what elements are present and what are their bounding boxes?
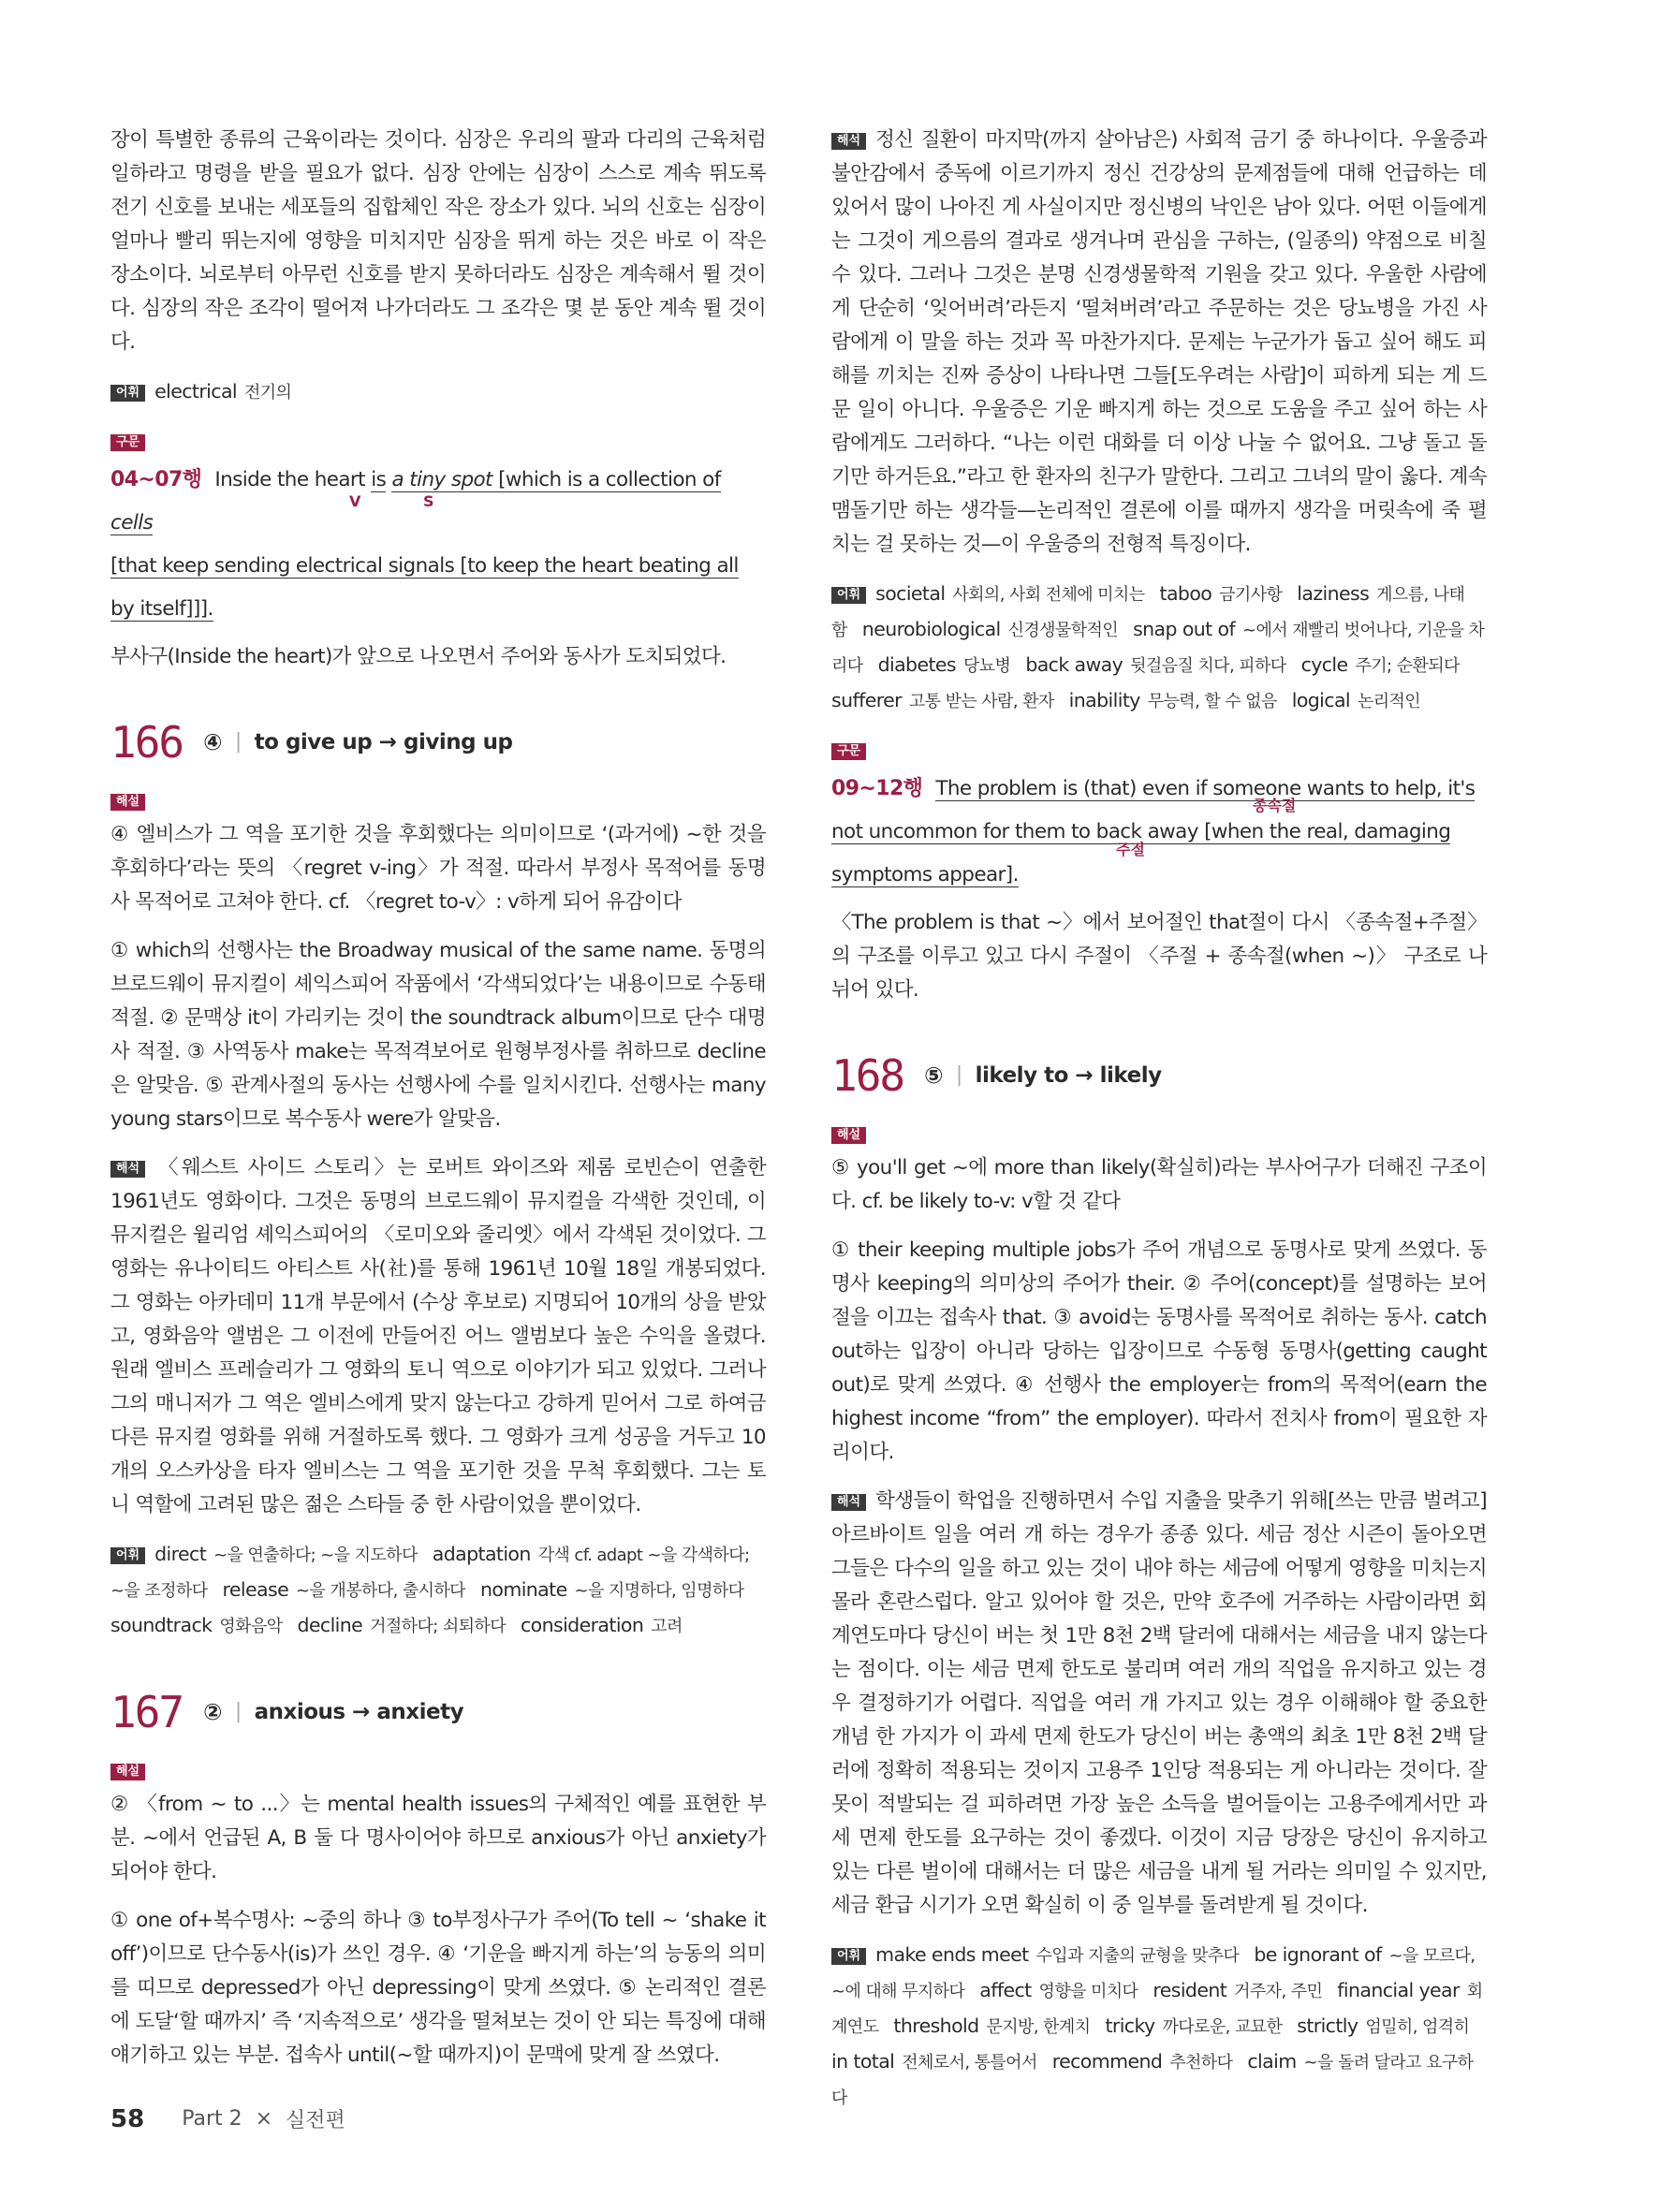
vocab-meaning: 거절하다; 쇠퇴하다 bbox=[370, 1617, 506, 1636]
vocab-word: logical bbox=[1291, 689, 1351, 711]
vocab-word: financial year bbox=[1337, 1979, 1460, 2001]
explanation-main: ④ 엘비스가 그 역을 포기한 것을 후회했다는 의미이므로 ‘(과거에) ~한 것을 후회하다’라는 뜻의 〈regret v-ing〉가 적절. 따라서 부정사 목적어를 동명사 목적어로 고쳐야 한다. cf. 〈regret to-v〉: v하게 되어 유감이다 bbox=[110, 823, 766, 914]
explanation-badge: 해설 bbox=[110, 794, 145, 811]
vocab-block bbox=[110, 1537, 766, 1644]
vocab-word: laziness bbox=[1297, 582, 1370, 605]
question-title: likely to → likely bbox=[975, 1063, 1162, 1088]
vocab-meaning: 영향을 미치다 bbox=[1038, 1982, 1138, 2001]
explanation-main: ⑤ you'll get ~에 more than likely(확실히)라는 부사어구가 더해진 구조이다. cf. be likely to-v: v할 것 같다 bbox=[831, 1156, 1487, 1213]
syntax-note: 〈The problem is that ~〉에서 보어절인 that절이 다시 〈종속절+주절〉의 구조를 이루고 있고 다시 주절이 〈주절 + 종속절(when ~)〉 구조로 나뉘어 있다. bbox=[831, 911, 1487, 1002]
vocab-word: back away bbox=[1025, 653, 1123, 676]
vocab-block bbox=[831, 1938, 1487, 2116]
vocab-meaning: 신경생물학적인 bbox=[1007, 621, 1119, 640]
translation-text: 〈웨스트 사이드 스토리〉는 로버트 와이즈와 제롬 로빈슨이 연출한 1961년도 영화이다. 그것은 동명의 브로드웨이 뮤지컬을 각색한 것인데, 이 뮤지컬은 윌리엄 셰익스피어의 〈로미오와 줄리엣〉에서 각색된 것이었다. 그 영화는 유나이티드 아티스트 사(社)를 통해 1961년 10월 18일 개봉되었다. 그 영화는 아카데미 11개 부문에서 (수상 후보로) 지명되어 10개의 상을 받았고, 영화음악 앨범은 그 이전에 만들어진 어느 앨범보다 높은 수익을 올렸다. 원래 엘비스 프레슬리가 그 영화의 토니 역으로 이야기가 되고 있었다. 그러나 그의 매니저가 그 역은 엘비스에게 맞지 않는다고 강하게 믿어서 그로 하여금 다른 뮤지컬 영화를 위해 거절하도록 했다. 그 영화가 크게 성공을 거두고 10개의 오스카상을 타자 엘비스는 그 역을 포기한 것을 무척 후회했다. 그는 토니 역할에 고려된 많은 젊은 스타들 중 한 사람이었을 뿐이었다. bbox=[110, 1156, 766, 1516]
question-header-167 bbox=[110, 1679, 766, 1745]
syntax-subject: a tiny spot bbox=[391, 468, 492, 491]
syntax-block bbox=[110, 425, 766, 674]
vocab-word: neurobiological bbox=[861, 618, 1001, 640]
vocab-meaning: 까다로운, 교묘한 bbox=[1162, 2017, 1283, 2037]
part-label: Part 2 bbox=[182, 2107, 242, 2131]
vocab-meaning: 전체로서, 통틀어서 bbox=[902, 2053, 1037, 2073]
question-header-166 bbox=[110, 710, 766, 775]
vocab-meaning: 전기의 bbox=[243, 383, 292, 403]
translation-text: 학생들이 학업을 진행하면서 수입 지출을 맞추기 위해[쓰는 만큼 벌려고] 아르바이트 일을 여러 개 하는 경우가 종종 있다. 세금 정산 시즌이 돌아오면 그들은 다수의 일을 하고 있는 것이 내야 하는 세금에 어떻게 영향을 미치는지 몰라 혼란스럽다. 알고 있어야 할 것은, 만약 호주에 거주하는 사람이라면 회계연도마다 당신이 버는 첫 1만 8천 2백 달러에 대해서는 세금을 내지 않는다는 점이다. 이는 세금 면제 한도로 불리며 여러 개의 직업을 유지하고 있는 경우 결정하기가 어렵다. 직업을 여러 개 가지고 있는 경우 이해해야 할 중요한 개념 한 가지가 이 과세 면제 한도가 당신이 버는 총액의 최초 1만 8천 2백 달러에 정확히 적용되는 것이지 고용주 1인당 적용되는 게 아니라는 것이다. 잘못이 적발되는 걸 피하려면 가장 높은 소득을 벌어들이는 고용주에게서만 과세 면제 한도를 요구하는 것이 좋겠다. 이것이 지금 당장은 당신이 유지하고 있는 다른 벌이에 대해서는 더 많은 세금을 내게 될 거라는 의미일 수 있지만, 세금 환급 시기가 오면 확실히 이 중 일부를 돌려받게 될 것이다. bbox=[831, 1489, 1487, 1917]
vocab-meaning: 수입과 지출의 균형을 맞추다 bbox=[1035, 1946, 1240, 1966]
lines-reference: 04~07행 bbox=[110, 468, 202, 491]
vocab-word: consideration bbox=[521, 1614, 644, 1636]
divider-bar: | bbox=[955, 1063, 962, 1087]
vocab-word: tricky bbox=[1105, 2014, 1155, 2037]
translation-paragraph bbox=[831, 1485, 1487, 1923]
vocab-meaning: ~을 지명하다, 임명하다 bbox=[574, 1581, 744, 1601]
vocab-word: diabetes bbox=[877, 653, 957, 676]
vocab-word: claim bbox=[1247, 2050, 1297, 2073]
subject-mark: S bbox=[423, 492, 434, 510]
vocab-meaning: 사회의, 사회 전체에 미치는 bbox=[952, 585, 1145, 605]
explanation-badge: 해설 bbox=[831, 1127, 866, 1144]
vocab-word: decline bbox=[297, 1614, 363, 1636]
vocab-meaning: 고려 bbox=[651, 1617, 683, 1636]
page-footer bbox=[110, 2104, 345, 2133]
vocab-word: make ends meet bbox=[875, 1943, 1029, 1966]
answer-mark: ⑤ bbox=[924, 1062, 943, 1089]
intro-paragraph: 장이 특별한 종류의 근육이라는 것이다. 심장은 우리의 팔과 다리의 근육처럼 일하라고 명령을 받을 필요가 없다. 심장 안에는 심장이 스스로 계속 뛰도록 전기 신호를 보내는 세포들의 집합체인 작은 장소가 있다. 뇌의 신호는 심장이 얼마나 빨리 뛰는지에 영향을 미치지만 심장을 뛰게 하는 것은 바로 이 작은 장소이다. 뇌로부터 아무런 신호를 받지 못하더라도 심장은 계속해서 뛸 것이다. 심장의 작은 조각이 떨어져 나가더라도 그 조각은 몇 분 동안 계속 뛸 것이다. bbox=[110, 128, 766, 354]
translation-text: 정신 질환이 마지막(까지 살아남은) 사회적 금기 중 하나이다. 우울증과 불안감에서 중독에 이르기까지 정신 건강상의 문제점들에 대해 언급하는 데 있어서 많이 나아진 게 사실이지만 정신병의 낙인은 남아 있다. 어떤 이들에게는 그것이 게으름의 결과로 생겨나며 관심을 구하는, (일종의) 약점으로 비칠 수 있다. 그러나 그것은 분명 신경생물학적 기원을 갖고 있다. 우울한 사람에게 단순히 ‘잊어버려’라든지 ‘떨쳐버려’라고 주문하는 것은 당뇨병을 가진 사람에게 이 말을 하는 것과 꼭 마찬가지다. 문제는 누군가가 돕고 싶어 해도 피해를 끼치는 진짜 증상이 나타나면 그들[도우려는 사람]이 피하게 되는 게 드문 일이 아니다. 우울증은 기운 빠지게 하는 것으로 도움을 주고 싶어 하는 사람에게도 그러하다. “나는 이런 대화를 더 이상 나눌 수 없어요. 그냥 돌고 돌기만 하거든요.”라고 한 환자의 친구가 말한다. 그리고 그녀의 말이 옳다. 계속 맴돌기만 하는 생각들—논리적인 결론에 이를 때까지 생각을 머릿속에 죽 펼치는 걸 못하는 것—이 우울증의 전형적 특징이다. bbox=[831, 128, 1487, 556]
syntax-text-italic: cells bbox=[110, 511, 154, 535]
answer-mark: ② bbox=[203, 1699, 222, 1725]
translation-paragraph bbox=[831, 124, 1487, 562]
vocab-meaning: 문지방, 한계치 bbox=[986, 2017, 1091, 2037]
translation-badge: 해석 bbox=[831, 133, 866, 150]
vocab-word: taboo bbox=[1159, 582, 1212, 605]
divider-bar: | bbox=[234, 730, 242, 754]
vocab-word: in total bbox=[831, 2050, 895, 2073]
question-title: to give up → giving up bbox=[254, 730, 513, 754]
vocab-word: soundtrack bbox=[110, 1614, 213, 1636]
page-number: 58 bbox=[110, 2104, 145, 2133]
vocab-meaning: 논리적인 bbox=[1357, 692, 1421, 711]
vocab-badge: 어휘 bbox=[110, 385, 145, 402]
divider-bar: | bbox=[234, 1700, 242, 1723]
syntax-text: Inside the heart bbox=[214, 468, 372, 491]
vocab-word: direct bbox=[154, 1543, 207, 1565]
vocab-word: societal bbox=[875, 582, 946, 605]
vocab-word: inability bbox=[1068, 689, 1140, 711]
vocab-meaning: 회계연도 bbox=[831, 1982, 1483, 2037]
vocab-meaning: 게으름, 나태함 bbox=[831, 585, 1465, 640]
vocab-meaning: ~을 모르다, ~에 대해 무지하다 bbox=[831, 1946, 1476, 2001]
vocab-word: recommend bbox=[1051, 2050, 1163, 2073]
syntax-text: [that keep sending electrical signals [to keep the heart beating all by itself]]]. bbox=[110, 554, 739, 621]
subordinate-clause-mark: 종속절 bbox=[1253, 797, 1297, 814]
translation-badge: 해석 bbox=[831, 1494, 866, 1511]
vocab-meaning: 영화음악 bbox=[219, 1617, 283, 1636]
explanation-badge: 해설 bbox=[110, 1764, 145, 1780]
vocab-word: nominate bbox=[479, 1578, 567, 1601]
translation-badge: 해석 bbox=[110, 1161, 145, 1178]
vocab-meaning: 뒷걸음질 치다, 피하다 bbox=[1130, 656, 1286, 676]
vocab-meaning: 고통 받는 사람, 환자 bbox=[908, 692, 1054, 711]
right-column bbox=[831, 124, 1487, 2116]
vocab-word: adaptation bbox=[432, 1543, 531, 1565]
vocab-word: affect bbox=[979, 1979, 1032, 2001]
vocab-meaning: 추천하다 bbox=[1169, 2053, 1233, 2073]
explanation-detail: ① which의 선행사는 the Broadway musical of the same name. 동명의 브로드웨이 뮤지컬이 셰익스피어 작품에서 ‘각색되었다’는 내용이므로 수동태 적절. ② 문맥상 it이 가리키는 것이 the soundtrack album이므로 단수 대명사 적절. ③ 사역동사 make는 목적격보어로 원형부정사를 취하므로 decline은 알맞음. ⑤ 관계사절의 동사는 선행사에 수를 일치시킨다. 선행사는 many young stars이므로 복수동사 were가 알맞음. bbox=[110, 939, 766, 1131]
syntax-text: The problem is (that) even if someone wants to help, it's not uncommon for them to back away [when the real, damaging symptoms appear]. bbox=[831, 777, 1476, 886]
vocab-block bbox=[831, 577, 1487, 719]
section-label: 실전편 bbox=[286, 2109, 345, 2132]
explanation-detail: ① their keeping multiple jobs가 주어 개념으로 동명사로 맞게 쓰였다. 동명사 keeping의 의미상의 주어가 their. ② 주어(concept)를 설명하는 보어절을 이끄는 접속사 that. ③ avoid는 동명사를 목적어로 취하는 동사. catch out하는 입장이 아니라 당하는 입장이므로 수동형 동명사(getting caught out)로 맞게 쓰였다. ④ 선행사 the employer는 from의 목적어(earn the highest income “from” the employer). 따라서 전치사 from이 필요한 자리이다. bbox=[831, 1238, 1487, 1464]
vocab-meaning: 당뇨병 bbox=[962, 656, 1011, 676]
syntax-badge: 구문 bbox=[110, 434, 145, 451]
verb-mark: V bbox=[349, 492, 361, 510]
syntax-sentence bbox=[831, 768, 1487, 897]
vocab-word: strictly bbox=[1297, 2014, 1358, 2037]
vocab-word: release bbox=[222, 1578, 289, 1601]
vocab-meaning: 금기사항 bbox=[1219, 585, 1283, 605]
question-header-168 bbox=[831, 1043, 1487, 1108]
syntax-badge: 구문 bbox=[831, 743, 866, 760]
syntax-text: [which is a collection of bbox=[492, 468, 721, 491]
vocab-word: threshold bbox=[893, 2014, 979, 2037]
vocab-badge: 어휘 bbox=[110, 1547, 145, 1564]
vocab-meaning: 엄밀히, 엄격히 bbox=[1365, 2017, 1470, 2037]
vocab-meaning: 무능력, 할 수 없음 bbox=[1147, 692, 1277, 711]
footer-separator: × bbox=[255, 2107, 273, 2131]
vocab-badge: 어휘 bbox=[831, 587, 866, 604]
vocab-meaning: ~을 개봉하다, 출시하다 bbox=[296, 1581, 465, 1601]
translation-paragraph bbox=[110, 1151, 766, 1522]
left-column bbox=[110, 124, 766, 2073]
syntax-note: 부사구(Inside the heart)가 앞으로 나오면서 주어와 동사가 도치되었다. bbox=[110, 645, 727, 668]
vocab-block bbox=[110, 374, 766, 410]
vocab-word: cycle bbox=[1300, 653, 1348, 676]
syntax-sentence bbox=[110, 459, 766, 631]
vocab-meaning: 각색 cf. adapt ~을 각색하다; ~을 조정하다 bbox=[110, 1545, 750, 1601]
vocab-meaning: 거주자, 주민 bbox=[1234, 1982, 1323, 2001]
question-number: 167 bbox=[110, 1687, 184, 1737]
vocab-word: snap out of bbox=[1133, 618, 1236, 640]
vocab-word: electrical bbox=[154, 380, 238, 403]
vocab-word: be ignorant of bbox=[1254, 1943, 1382, 1966]
vocab-meaning: ~을 돌려 달라고 요구하다 bbox=[831, 2053, 1474, 2108]
vocab-meaning: ~을 연출하다; ~을 지도하다 bbox=[213, 1545, 418, 1565]
question-number: 168 bbox=[831, 1050, 904, 1101]
syntax-verb: is bbox=[371, 468, 387, 491]
vocab-meaning: 주기; 순환되다 bbox=[1355, 656, 1460, 676]
lines-reference: 09~12행 bbox=[831, 777, 923, 800]
main-clause-mark: 주절 bbox=[1116, 841, 1145, 858]
question-number: 166 bbox=[110, 717, 184, 768]
vocab-badge: 어휘 bbox=[831, 1948, 866, 1965]
explanation-main: ② 〈from ~ to ...〉는 mental health issues의 구체적인 예를 표현한 부분. ~에서 언급된 A, B 둘 다 명사이어야 하므로 anxious가 아닌 anxiety가 되어야 한다. bbox=[110, 1793, 766, 1883]
syntax-block bbox=[831, 734, 1487, 1007]
vocab-meaning: ~에서 재빨리 벗어나다, 기운을 차리다 bbox=[831, 621, 1485, 676]
explanation-detail: ① one of+복수명사: ~중의 하나 ③ to부정사구가 주어(To tell ~ ‘shake it off’)이므로 단수동사(is)가 쓰인 경우. ④ ‘기운을 빠지게 하는’의 능동의 의미를 띠므로 depressed가 아닌 depressing이 맞게 쓰였다. ⑤ 논리적인 결론에 도달‘할 때까지’ 즉 ‘지속적으로’ 생각을 떨쳐보는 것이 안 되는 특징에 대해 얘기하고 있는 부분. 접속사 until(~할 때까지)이 문맥에 맞게 잘 쓰였다. bbox=[110, 1909, 766, 2067]
vocab-word: resident bbox=[1153, 1979, 1227, 2001]
vocab-word: sufferer bbox=[831, 689, 902, 711]
question-title: anxious → anxiety bbox=[254, 1700, 464, 1724]
answer-mark: ④ bbox=[203, 729, 222, 755]
